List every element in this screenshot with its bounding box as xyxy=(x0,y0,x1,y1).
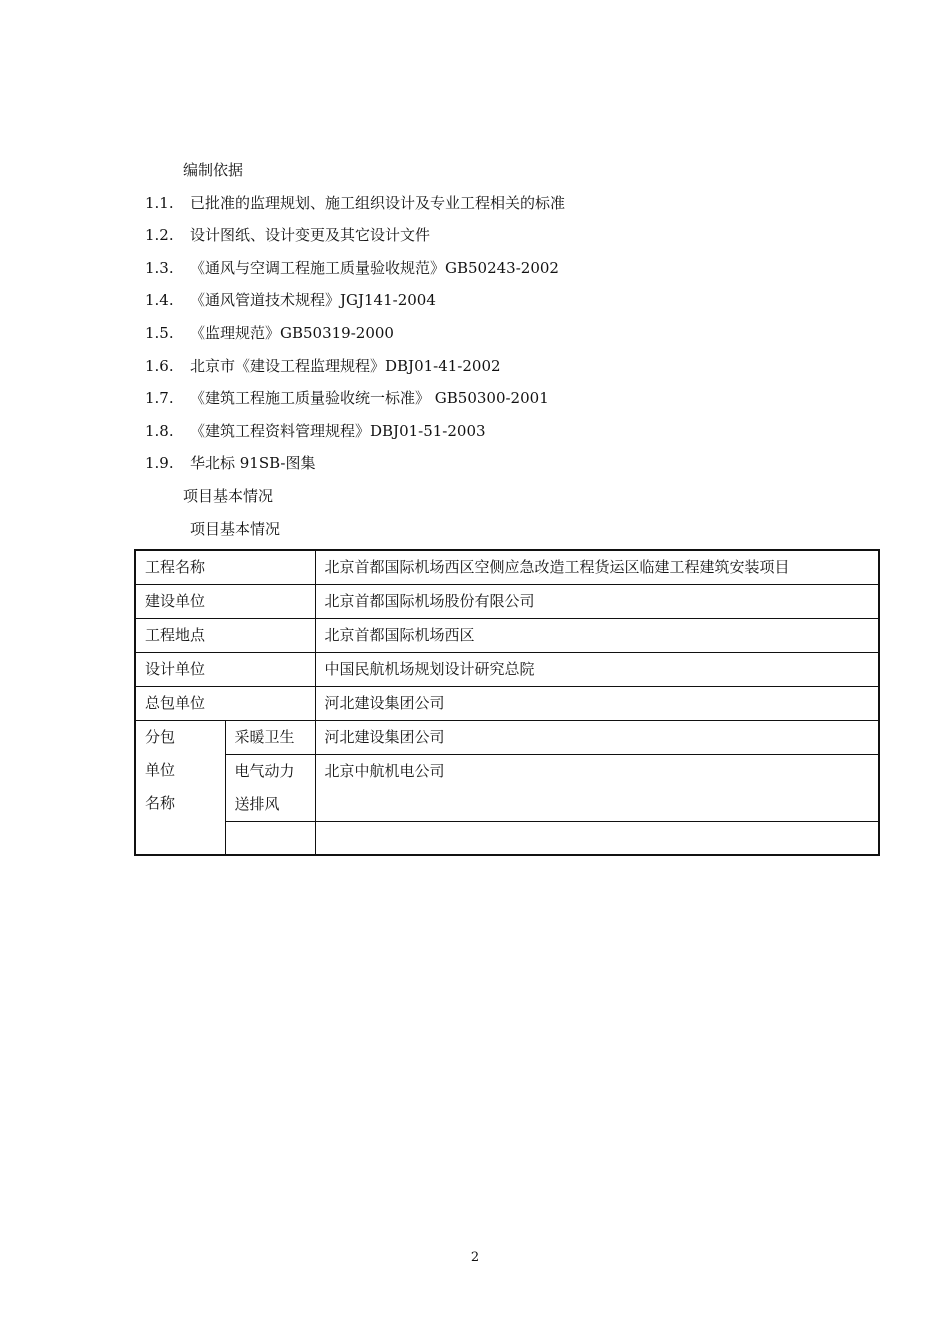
subcontract-label xyxy=(135,721,225,855)
row-value: 北京首都国际机场西区空侧应急改造工程货运区临建工程建筑安装项目 xyxy=(315,550,879,585)
table-row xyxy=(135,550,879,585)
section-heading-project: 项目基本情况 xyxy=(183,487,274,505)
table-row xyxy=(135,585,879,619)
row-value: 中国民航机场规划设计研究总院 xyxy=(315,653,879,687)
subcontract-type-line: 电气动力 xyxy=(234,762,295,780)
row-value: 北京首都国际机场西区 xyxy=(315,619,879,653)
table-row xyxy=(135,755,879,822)
item-number: 1.4. xyxy=(145,291,174,309)
item-text: 《通风管道技术规程》JGJ141-2004 xyxy=(190,291,436,309)
item-text: 《建筑工程施工质量验收统一标准》 GB50300-2001 xyxy=(190,389,549,407)
list-item xyxy=(145,258,559,278)
row-label: 建设单位 xyxy=(135,585,315,619)
subcontract-company: 北京中航机电公司 xyxy=(315,755,879,822)
item-text: 《建筑工程资料管理规程》DBJ01-51-2003 xyxy=(190,422,486,440)
list-item xyxy=(145,323,394,343)
item-text: 设计图纸、设计变更及其它设计文件 xyxy=(190,226,431,244)
item-number: 1.5. xyxy=(145,324,174,342)
row-label: 总包单位 xyxy=(135,687,315,721)
subcontract-type: 采暖卫生 xyxy=(225,721,315,755)
table-caption: 项目基本情况 xyxy=(190,520,281,538)
item-text: 华北标 91SB-图集 xyxy=(190,454,316,472)
item-number: 1.9. xyxy=(145,454,174,472)
list-item xyxy=(145,225,430,245)
list-item xyxy=(145,453,316,473)
table-row xyxy=(135,653,879,687)
subcontract-label-line: 名称 xyxy=(145,794,176,812)
item-number: 1.6. xyxy=(145,357,174,375)
item-text: 已批准的监理规划、施工组织设计及专业工程相关的标准 xyxy=(190,194,566,212)
item-number: 1.2. xyxy=(145,226,174,244)
row-label: 工程地点 xyxy=(135,619,315,653)
section-heading-basis: 编制依据 xyxy=(183,161,244,179)
row-value: 北京首都国际机场股份有限公司 xyxy=(315,585,879,619)
table-row xyxy=(135,822,879,855)
subcontract-label-line: 分包 xyxy=(145,728,176,746)
subcontract-type xyxy=(225,755,315,822)
item-number: 1.1. xyxy=(145,194,174,212)
item-text: 《通风与空调工程施工质量验收规范》GB50243-2002 xyxy=(190,259,559,277)
item-number: 1.7. xyxy=(145,389,174,407)
item-number: 1.8. xyxy=(145,422,174,440)
row-label: 设计单位 xyxy=(135,653,315,687)
table-row xyxy=(135,721,879,755)
table-row xyxy=(135,687,879,721)
page-number: 2 xyxy=(470,1250,480,1265)
list-item xyxy=(145,356,501,376)
list-item xyxy=(145,290,436,310)
item-text: 北京市《建设工程监理规程》DBJ01-41-2002 xyxy=(190,357,501,375)
item-text: 《监理规范》GB50319-2000 xyxy=(190,324,394,342)
table-row xyxy=(135,619,879,653)
row-value: 河北建设集团公司 xyxy=(315,687,879,721)
subcontract-type-line: 送排风 xyxy=(234,795,280,813)
project-info-table xyxy=(134,549,880,856)
subcontract-company xyxy=(315,822,879,855)
subcontract-company: 河北建设集团公司 xyxy=(315,721,879,755)
list-item xyxy=(145,388,549,408)
item-number: 1.3. xyxy=(145,259,174,277)
subcontract-label-line: 单位 xyxy=(145,761,176,779)
list-item xyxy=(145,421,486,441)
subcontract-type xyxy=(225,822,315,855)
row-label: 工程名称 xyxy=(135,550,315,585)
list-item xyxy=(145,193,565,213)
